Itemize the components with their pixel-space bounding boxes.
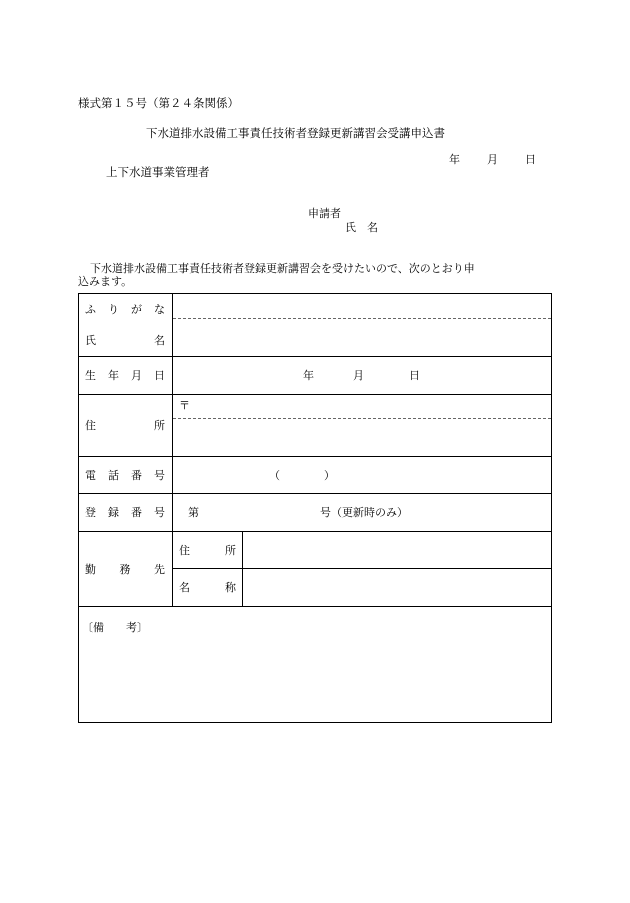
remarks-label: 〔備 考〕 xyxy=(82,621,148,634)
postal-code-area[interactable] xyxy=(173,395,551,419)
furigana-label: ふ り が な xyxy=(85,303,165,316)
birth-year-label: 年 xyxy=(303,369,314,382)
address-input-area[interactable] xyxy=(173,419,551,456)
phone-area-code-parens: （ ） xyxy=(269,469,335,482)
birthdate-label: 生 年 月 日 xyxy=(85,369,165,382)
date-year-label: 年 xyxy=(449,153,460,166)
address-label-cell xyxy=(79,395,173,457)
form-number: 様式第１５号（第２４条関係） xyxy=(78,96,239,110)
birth-month-label: 月 xyxy=(353,369,364,382)
birthdate-field[interactable] xyxy=(173,357,552,395)
registration-prefix: 第 xyxy=(188,506,199,519)
remarks-field[interactable] xyxy=(79,607,552,723)
intro-line-1: 下水道排水設備工事責任技術者登録更新講習会を受けたいので、次のとおり申 xyxy=(90,262,475,275)
date-month-label: 月 xyxy=(487,153,498,166)
postal-mark: 〒 xyxy=(179,399,190,412)
phone-label: 電 話 番 号 xyxy=(85,468,165,482)
registration-label-cell xyxy=(79,494,173,532)
workplace-name-field[interactable] xyxy=(243,569,552,607)
intro-line-2: 込みます。 xyxy=(78,275,133,288)
address-label: 住 所 xyxy=(85,419,165,432)
workplace-address-field[interactable] xyxy=(243,532,552,569)
addressee: 上下水道事業管理者 xyxy=(106,165,210,179)
workplace-name-label: 名 称 xyxy=(179,581,236,594)
name-label-cell xyxy=(79,294,173,357)
applicant-label: 申請者 xyxy=(308,207,341,220)
name-input-area[interactable] xyxy=(173,319,551,355)
phone-label-cell xyxy=(79,457,173,494)
workplace-name-label-cell xyxy=(173,569,243,607)
document-title: 下水道排水設備工事責任技術者登録更新講習会受講申込書 xyxy=(146,126,445,140)
phone-field[interactable] xyxy=(173,457,552,494)
registration-number-field[interactable] xyxy=(173,494,552,532)
workplace-address-label: 住 所 xyxy=(179,543,236,557)
birthdate-label-cell xyxy=(79,357,173,395)
name-label: 氏 名 xyxy=(85,334,165,347)
applicant-name-label: 氏 名 xyxy=(345,221,378,234)
application-form-table xyxy=(78,293,552,723)
registration-suffix: 号（更新時のみ） xyxy=(320,506,408,519)
birth-day-label: 日 xyxy=(409,369,420,382)
date-day-label: 日 xyxy=(525,153,536,166)
registration-number-label: 登 録 番 号 xyxy=(85,506,165,519)
furigana-input-area[interactable] xyxy=(173,294,551,319)
workplace-address-label-cell xyxy=(173,532,243,569)
address-field-cell[interactable] xyxy=(173,395,552,457)
workplace-label-cell xyxy=(79,532,173,607)
name-field-cell[interactable] xyxy=(173,294,552,357)
workplace-label: 勤 務 先 xyxy=(85,562,165,576)
